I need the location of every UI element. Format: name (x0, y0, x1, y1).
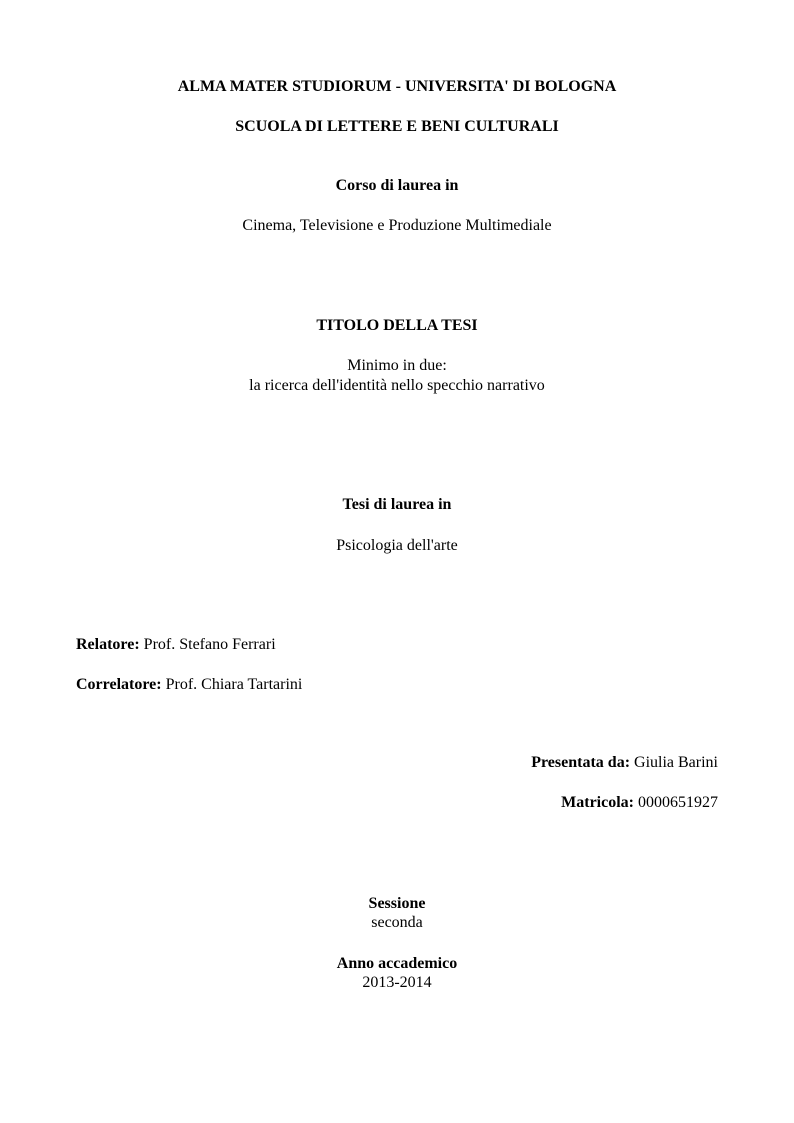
relatore-label: Relatore: (76, 636, 140, 653)
relatore-name: Prof. Stefano Ferrari (143, 636, 276, 653)
thesis-title-label: TITOLO DELLA TESI (316, 317, 478, 334)
course-label: Corso di laurea in (335, 177, 459, 194)
university-name: ALMA MATER STUDIORUM - UNIVERSITA' DI BOLOGNA (177, 78, 617, 95)
subject-label: Tesi di laurea in (342, 496, 452, 513)
correlatore-name: Prof. Chiara Tartarini (165, 676, 303, 693)
session-value: seconda (371, 914, 423, 931)
academic-year-value: 2013-2014 (362, 974, 432, 991)
session-label: Sessione (368, 895, 426, 912)
matricola-label: Matricola: (561, 794, 634, 811)
academic-year-label: Anno accademico (336, 955, 458, 972)
student-name: Giulia Barini (634, 754, 718, 771)
matricola-value: 0000651927 (638, 794, 718, 811)
correlatore-label: Correlatore: (76, 676, 162, 693)
subject-name: Psicologia dell'arte (336, 537, 458, 554)
school-name: SCUOLA DI LETTERE E BENI CULTURALI (235, 118, 559, 135)
matricola-row (561, 793, 718, 813)
presented-by-label: Presentata da: (531, 754, 631, 771)
presented-by-row (531, 753, 718, 773)
thesis-title-line-1: Minimo in due: (347, 357, 447, 374)
thesis-title-line-2: la ricerca dell'identità nello specchio narrativo (249, 377, 545, 394)
relatore-row (76, 635, 276, 655)
correlatore-row (76, 675, 302, 695)
course-name: Cinema, Televisione e Produzione Multimediale (242, 217, 552, 234)
